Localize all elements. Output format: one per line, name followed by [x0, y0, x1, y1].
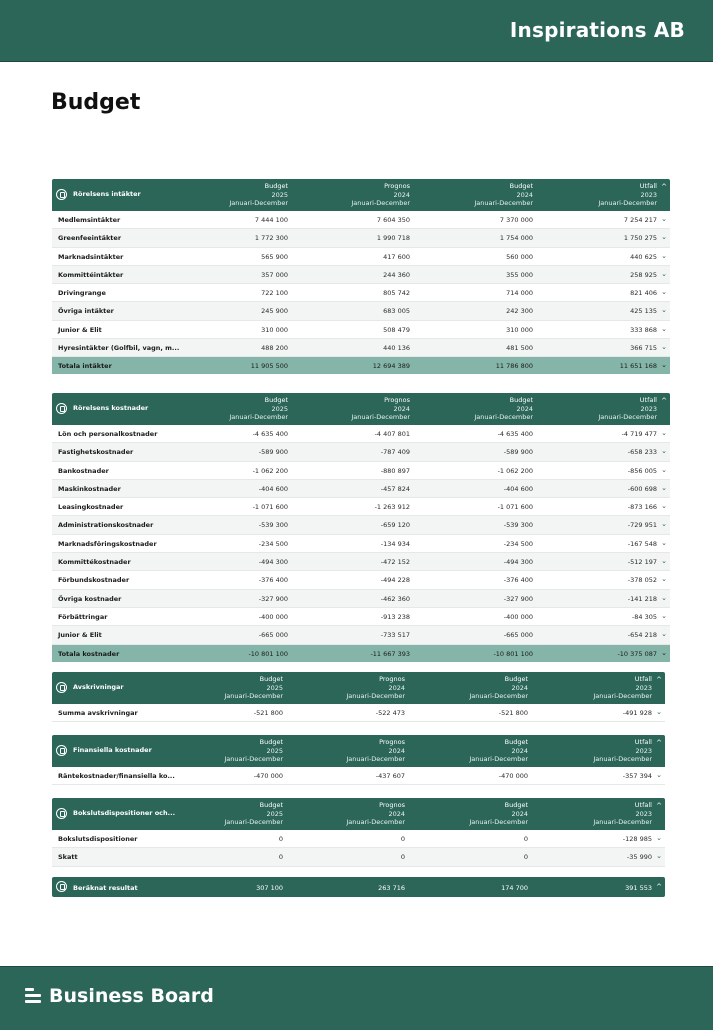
chevron-down-icon[interactable]: ⌄	[661, 502, 667, 511]
row-label: Medlemsintäkter	[58, 216, 121, 224]
column-header-utfall-2023: Utfall 2023 Januari-December	[598, 182, 657, 207]
section-rorelsens-kostnader	[52, 393, 670, 662]
section-header[interactable]	[52, 179, 670, 211]
cell-value: -357 394	[622, 772, 652, 780]
report-header	[0, 0, 713, 62]
table-row[interactable]	[52, 339, 670, 357]
chevron-down-icon[interactable]: ⌄	[661, 361, 667, 370]
chevron-down-icon[interactable]: ⌄	[661, 288, 667, 297]
row-label: Junior & Elit	[58, 631, 102, 640]
cell-value: -494 300	[503, 558, 533, 567]
table-row[interactable]	[52, 498, 670, 516]
chevron-up-icon[interactable]: ^	[661, 183, 667, 191]
cell-value: 0	[278, 853, 283, 862]
cell-value: -327 900	[503, 594, 533, 603]
cell-value: -400 000	[503, 612, 533, 621]
column-header-budget-2024: Budget 2024 Januari-December	[469, 675, 528, 700]
brand-name: Business Board	[49, 985, 214, 1007]
cell-value: 258 925	[630, 270, 657, 279]
cell-value: 417 600	[383, 252, 410, 261]
total-value: 11 786 800	[495, 362, 533, 371]
row-label: Marknadsintäkter	[58, 252, 124, 261]
cell-value: 333 868	[630, 325, 657, 334]
cell-value: -589 900	[503, 448, 533, 457]
total-row[interactable]	[52, 357, 670, 374]
row-label: Marknadsföringskostnader	[58, 539, 157, 548]
cell-value: -234 500	[503, 539, 533, 548]
column-header-prognos-2024: Prognos 2024 Januari-December	[346, 801, 405, 826]
column-header-budget-2025: Budget 2025 Januari-December	[224, 675, 283, 700]
table-row[interactable]	[52, 248, 670, 266]
table-row[interactable]	[52, 302, 670, 320]
cell-value: -913 238	[380, 612, 410, 621]
cell-value: -462 360	[380, 594, 410, 603]
chevron-down-icon[interactable]: ⌄	[661, 251, 667, 260]
column-header-budget-2024: Budget 2024 Januari-December	[474, 396, 533, 421]
column-header-utfall-2023: Utfall 2023 Januari-December	[593, 675, 652, 700]
chevron-down-icon[interactable]: ⌄	[661, 557, 667, 566]
cell-value: -400 000	[258, 612, 288, 621]
section-beraknat-resultat	[52, 877, 665, 897]
chevron-down-icon[interactable]: ⌄	[661, 465, 667, 474]
cell-value: -880 897	[380, 466, 410, 475]
chevron-up-icon[interactable]: ^	[656, 883, 662, 891]
bars-logo-icon	[25, 988, 41, 1004]
circle-doc-icon	[56, 881, 67, 892]
table-row[interactable]	[52, 425, 670, 443]
company-name: Inspirations AB	[509, 18, 685, 42]
cell-value: 7 370 000	[499, 216, 533, 224]
cell-value: 0	[523, 853, 528, 862]
cell-value: 481 500	[506, 344, 533, 353]
section-header[interactable]	[52, 393, 670, 425]
cell-value: 565 900	[261, 252, 288, 261]
table-row[interactable]	[52, 626, 670, 644]
cell-value: 0	[400, 835, 405, 843]
cell-value: 245 900	[261, 307, 288, 316]
chevron-up-icon[interactable]: ^	[656, 802, 662, 810]
result-row[interactable]	[52, 877, 665, 897]
cell-value: -856 005	[627, 466, 657, 475]
cell-value: -134 934	[380, 539, 410, 548]
cell-value: -873 166	[627, 503, 657, 512]
report-footer	[0, 966, 713, 1030]
circle-doc-icon	[56, 189, 67, 200]
cell-value: 1 990 718	[376, 234, 410, 243]
cell-value: -658 233	[627, 448, 657, 457]
result-value: 174 700	[501, 884, 528, 892]
cell-value: 366 715	[630, 344, 657, 353]
cell-value: -1 263 912	[374, 503, 410, 512]
total-value: 11 905 500	[250, 362, 288, 371]
section-header[interactable]	[52, 735, 665, 767]
cell-value: 7 604 350	[376, 216, 410, 224]
row-label: Greenfeeintäkter	[58, 234, 122, 243]
row-label: Junior & Elit	[58, 325, 102, 334]
total-value: -11 667 393	[370, 649, 410, 658]
table-row[interactable]	[52, 553, 670, 571]
cell-value: 440 625	[630, 252, 657, 261]
chevron-down-icon[interactable]: ⌄	[661, 593, 667, 602]
chevron-down-icon[interactable]: ⌄	[661, 215, 667, 223]
circle-doc-icon	[56, 745, 67, 756]
cell-value: -1 071 600	[252, 503, 288, 512]
chevron-down-icon[interactable]: ⌄	[661, 269, 667, 278]
chevron-down-icon[interactable]: ⌄	[661, 233, 667, 242]
row-label: Kommittékostnader	[58, 558, 131, 567]
result-value: 391 553	[625, 884, 652, 892]
cell-value: 425 135	[630, 307, 657, 316]
row-label: Kommittéintäkter	[58, 270, 124, 279]
chevron-down-icon[interactable]: ⌄	[656, 834, 662, 842]
row-label: Administrationskostnader	[58, 521, 154, 530]
cell-value: -141 218	[627, 594, 657, 603]
result-label: Beräknat resultat	[73, 884, 138, 892]
chevron-down-icon[interactable]: ⌄	[661, 306, 667, 315]
cell-value: -600 698	[627, 484, 657, 493]
result-value: 263 716	[378, 884, 405, 892]
section-title: Avskrivningar	[73, 683, 124, 691]
table-row[interactable]	[52, 516, 670, 534]
column-header-budget-2024: Budget 2024 Januari-December	[469, 801, 528, 826]
row-label: Förbundskostnader	[58, 576, 130, 585]
table-row[interactable]	[52, 462, 670, 480]
cell-value: -470 000	[253, 772, 283, 780]
cell-value: -404 600	[503, 484, 533, 493]
section-title: Finansiella kostnader	[73, 746, 152, 754]
cell-value: -659 120	[380, 521, 410, 530]
circle-doc-icon	[56, 403, 67, 414]
table-row[interactable]	[52, 608, 670, 626]
chevron-down-icon[interactable]: ⌄	[661, 483, 667, 492]
chevron-down-icon[interactable]: ⌄	[661, 447, 667, 456]
cell-value: -4 719 477	[621, 430, 657, 438]
chevron-down-icon[interactable]: ⌄	[661, 648, 667, 657]
cell-value: -376 400	[258, 576, 288, 585]
chevron-up-icon[interactable]: ^	[656, 739, 662, 747]
column-header-prognos-2024: Prognos 2024 Januari-December	[346, 738, 405, 763]
page-title: Budget	[51, 90, 141, 115]
total-label: Totala intäkter	[58, 362, 112, 371]
cell-value: 310 000	[261, 325, 288, 334]
row-label: Leasingkostnader	[58, 503, 124, 512]
table-row[interactable]	[52, 284, 670, 302]
table-row[interactable]	[52, 590, 670, 608]
cell-value: -4 635 400	[497, 430, 533, 438]
table-row[interactable]	[52, 704, 665, 722]
cell-value: 1 750 275	[623, 234, 657, 243]
cell-value: -234 500	[258, 539, 288, 548]
column-header-budget-2025: Budget 2025 Januari-December	[224, 738, 283, 763]
cell-value: 821 406	[630, 289, 657, 298]
column-header-prognos-2024: Prognos 2024 Januari-December	[351, 182, 410, 207]
chevron-down-icon[interactable]: ⌄	[661, 520, 667, 529]
cell-value: -665 000	[503, 631, 533, 640]
cell-value: -84 305	[631, 612, 657, 621]
row-label: Bokslutsdispositioner	[58, 835, 138, 843]
column-header-prognos-2024: Prognos 2024 Januari-December	[351, 396, 410, 421]
cell-value: -539 300	[503, 521, 533, 530]
section-bokslutsdispositioner	[52, 798, 665, 867]
cell-value: 7 444 100	[254, 216, 288, 224]
cell-value: -521 800	[498, 709, 528, 717]
cell-value: -128 985	[622, 835, 652, 843]
section-title: Rörelsens kostnader	[73, 404, 149, 412]
cell-value: 244 360	[383, 270, 410, 279]
section-title: Bokslutsdispositioner och...	[73, 809, 176, 817]
total-label: Totala kostnader	[58, 649, 120, 658]
chevron-down-icon[interactable]: ⌄	[661, 429, 667, 437]
row-label: Övriga intäkter	[58, 307, 114, 316]
table-row[interactable]	[52, 211, 670, 229]
total-value: -10 375 087	[617, 649, 657, 658]
section-title: Rörelsens intäkter	[73, 190, 141, 198]
cell-value: -404 600	[258, 484, 288, 493]
column-header-budget-2024: Budget 2024 Januari-December	[469, 738, 528, 763]
table-row[interactable]	[52, 321, 670, 339]
cell-value: -494 300	[258, 558, 288, 567]
section-header[interactable]	[52, 798, 665, 830]
cell-value: 355 000	[506, 270, 533, 279]
table-row[interactable]	[52, 266, 670, 284]
cell-value: -457 824	[380, 484, 410, 493]
cell-value: -4 635 400	[252, 430, 288, 438]
result-value: 307 100	[256, 884, 283, 892]
column-header-budget-2025: Budget 2025 Januari-December	[229, 182, 288, 207]
circle-doc-icon	[56, 808, 67, 819]
row-label: Drivingrange	[58, 289, 106, 298]
cell-value: -35 990	[626, 853, 652, 862]
row-label: Räntekostnader/finansiella ko...	[58, 772, 175, 780]
chevron-up-icon[interactable]: ^	[656, 676, 662, 684]
cell-value: 722 100	[261, 289, 288, 298]
chevron-down-icon[interactable]: ⌄	[661, 343, 667, 352]
cell-value: -376 400	[503, 576, 533, 585]
section-avskrivningar	[52, 672, 665, 722]
cell-value: 0	[278, 835, 283, 843]
cell-value: -521 800	[253, 709, 283, 717]
row-label: Övriga kostnader	[58, 594, 122, 603]
cell-value: 508 479	[383, 325, 410, 334]
cell-value: -327 900	[258, 594, 288, 603]
table-row[interactable]	[52, 571, 670, 589]
cell-value: -787 409	[380, 448, 410, 457]
chevron-up-icon[interactable]: ^	[661, 397, 667, 405]
chevron-down-icon[interactable]: ⌄	[656, 852, 662, 861]
cell-value: -522 473	[375, 709, 405, 717]
cell-value: -589 900	[258, 448, 288, 457]
column-header-utfall-2023: Utfall 2023 Januari-December	[593, 738, 652, 763]
total-value: -10 801 100	[248, 649, 288, 658]
column-header-prognos-2024: Prognos 2024 Januari-December	[346, 675, 405, 700]
cell-value: -729 951	[627, 521, 657, 530]
cell-value: -654 218	[627, 631, 657, 640]
row-label: Summa avskrivningar	[58, 709, 138, 717]
cell-value: -1 071 600	[497, 503, 533, 512]
cell-value: 560 000	[506, 252, 533, 261]
cell-value: -167 548	[627, 539, 657, 548]
cell-value: 805 742	[383, 289, 410, 298]
cell-value: -665 000	[258, 631, 288, 640]
chevron-down-icon[interactable]: ⌄	[656, 708, 662, 716]
row-label: Hyresintäkter (Golfbil, vagn, m...	[58, 344, 180, 353]
cell-value: -1 062 200	[252, 466, 288, 475]
cell-value: -472 152	[380, 558, 410, 567]
row-label: Skatt	[58, 853, 78, 862]
cell-value: 488 200	[261, 344, 288, 353]
row-label: Lön och personalkostnader	[58, 430, 158, 438]
section-rorelsens-intakter	[52, 179, 670, 374]
cell-value: -512 197	[627, 558, 657, 567]
chevron-down-icon[interactable]: ⌄	[661, 630, 667, 639]
cell-value: -437 607	[375, 772, 405, 780]
cell-value: -733 517	[380, 631, 410, 640]
table-row[interactable]	[52, 229, 670, 247]
cell-value: -491 928	[622, 709, 652, 717]
total-value: -10 801 100	[493, 649, 533, 658]
cell-value: 7 254 217	[623, 216, 657, 224]
row-label: Bankostnader	[58, 466, 109, 475]
chevron-down-icon[interactable]: ⌄	[661, 575, 667, 584]
cell-value: 0	[400, 853, 405, 862]
cell-value: 242 300	[506, 307, 533, 316]
table-row[interactable]	[52, 480, 670, 498]
section-finansiella-kostnader	[52, 735, 665, 785]
total-value: 12 694 389	[372, 362, 410, 371]
cell-value: 1 754 000	[499, 234, 533, 243]
cell-value: 1 772 300	[254, 234, 288, 243]
circle-doc-icon	[56, 682, 67, 693]
row-label: Förbättringar	[58, 612, 108, 621]
chevron-down-icon[interactable]: ⌄	[661, 324, 667, 333]
row-label: Maskinkostnader	[58, 484, 121, 493]
total-value: 11 651 168	[619, 362, 657, 371]
cell-value: 714 000	[506, 289, 533, 298]
table-row[interactable]	[52, 848, 665, 866]
cell-value: 440 136	[383, 344, 410, 353]
total-row[interactable]	[52, 645, 670, 662]
row-label: Fastighetskostnader	[58, 448, 134, 457]
table-row[interactable]	[52, 443, 670, 461]
cell-value: 357 000	[261, 270, 288, 279]
cell-value: -378 052	[627, 576, 657, 585]
cell-value: 683 005	[383, 307, 410, 316]
column-header-budget-2025: Budget 2025 Januari-December	[229, 396, 288, 421]
cell-value: -539 300	[258, 521, 288, 530]
column-header-utfall-2023: Utfall 2023 Januari-December	[593, 801, 652, 826]
cell-value: -1 062 200	[497, 466, 533, 475]
chevron-down-icon[interactable]: ⌄	[661, 538, 667, 547]
cell-value: 310 000	[506, 325, 533, 334]
chevron-down-icon[interactable]: ⌄	[656, 771, 662, 779]
table-row[interactable]	[52, 830, 665, 848]
section-header[interactable]	[52, 672, 665, 704]
column-header-utfall-2023: Utfall 2023 Januari-December	[598, 396, 657, 421]
cell-value: -4 407 801	[374, 430, 410, 438]
chevron-down-icon[interactable]: ⌄	[661, 611, 667, 620]
table-row[interactable]	[52, 535, 670, 553]
cell-value: 0	[523, 835, 528, 843]
table-row[interactable]	[52, 767, 665, 785]
column-header-budget-2024: Budget 2024 Januari-December	[474, 182, 533, 207]
cell-value: -470 000	[498, 772, 528, 780]
column-header-budget-2025: Budget 2025 Januari-December	[224, 801, 283, 826]
cell-value: -494 228	[380, 576, 410, 585]
